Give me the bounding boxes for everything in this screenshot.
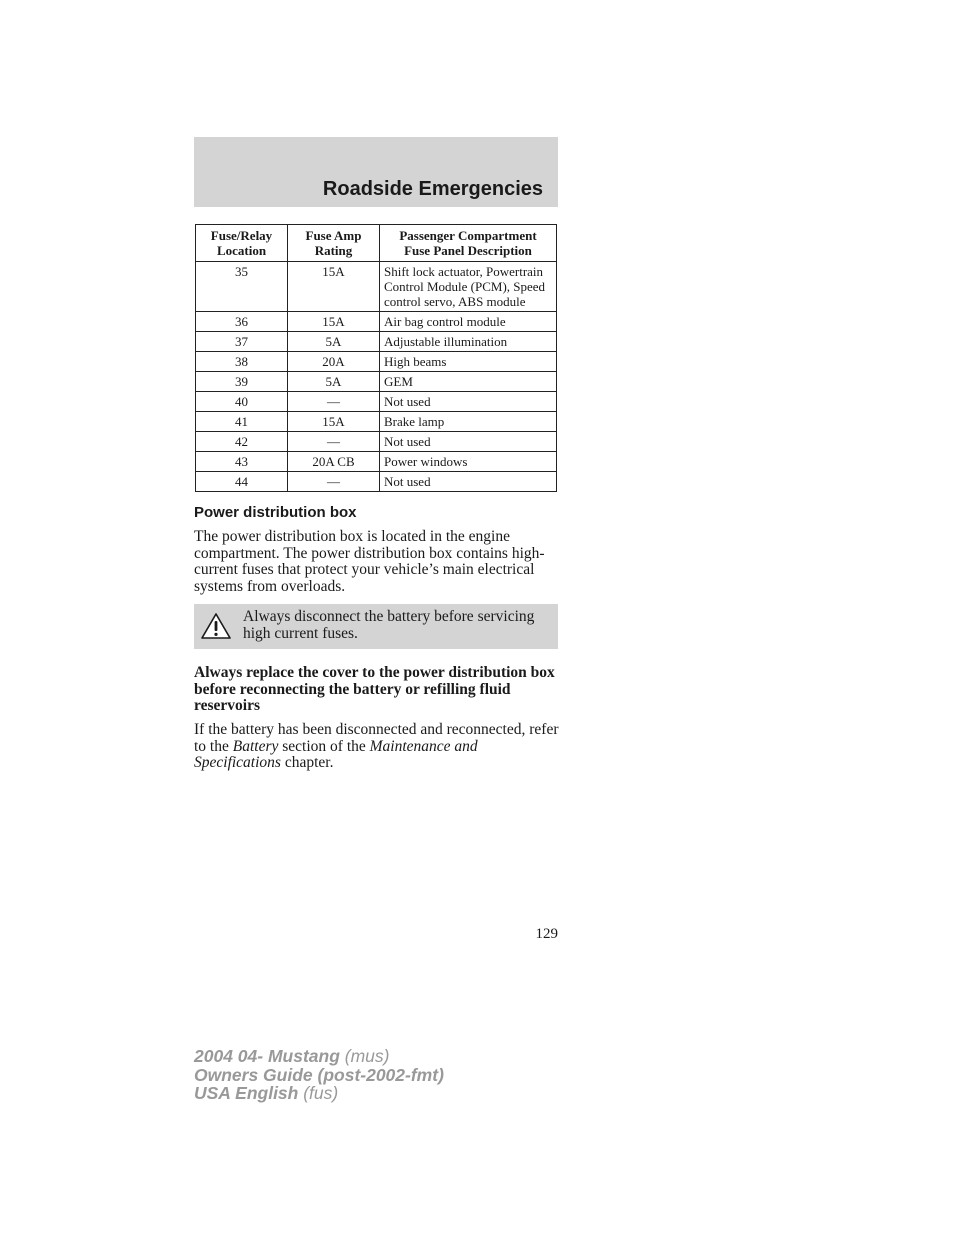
section-heading: Power distribution box xyxy=(194,504,357,521)
fuse-amp: 15A xyxy=(288,312,380,332)
chapter-reference: Maintenance and Specifications xyxy=(194,737,478,772)
table-row xyxy=(196,262,557,312)
intro-paragraph: The power distribution box is located in the engine compartment. The power distribution box contains high-current fuses that protect your vehicle’s main electrical systems from overloads. xyxy=(194,528,545,595)
table-row xyxy=(196,412,557,432)
fuse-description: Power windows xyxy=(380,452,557,472)
table-row xyxy=(196,432,557,452)
fuse-description: Not used xyxy=(380,432,557,452)
fuse-amp: 15A xyxy=(288,262,380,312)
fuse-location: 42 xyxy=(196,432,288,452)
fuse-amp: — xyxy=(288,472,380,492)
table-row xyxy=(196,352,557,372)
fuse-location: 43 xyxy=(196,452,288,472)
table-row xyxy=(196,372,557,392)
fuse-description: High beams xyxy=(380,352,557,372)
table-row xyxy=(196,392,557,412)
fuse-location: 35 xyxy=(196,262,288,312)
section-title: Roadside Emergencies xyxy=(322,178,543,200)
header-amp-rating: Fuse Amp Rating xyxy=(288,225,380,262)
fuse-description: Not used xyxy=(380,392,557,412)
fuse-amp: 5A xyxy=(288,372,380,392)
table-row xyxy=(196,332,557,352)
warning-text: Always disconnect the battery before servicing high current fuses. xyxy=(243,608,535,642)
fuse-location: 38 xyxy=(196,352,288,372)
header-description: Passenger Compartment Fuse Panel Description xyxy=(380,225,557,262)
fuse-amp: 5A xyxy=(288,332,380,352)
fuse-location: 41 xyxy=(196,412,288,432)
fuse-location: 37 xyxy=(196,332,288,352)
section-header-band xyxy=(194,137,558,207)
fuse-amp: 20A xyxy=(288,352,380,372)
cover-note: Always replace the cover to the power distribution box before reconnecting the battery or refilling fluid reservoirs xyxy=(194,664,555,715)
fuse-description: Air bag control module xyxy=(380,312,557,332)
battery-reference: Battery xyxy=(232,737,279,755)
fuse-location: 40 xyxy=(196,392,288,412)
fuse-location: 44 xyxy=(196,472,288,492)
fuse-amp: — xyxy=(288,432,380,452)
warning-box xyxy=(194,604,558,649)
fuse-amp: 15A xyxy=(288,412,380,432)
document-footer: 2004 04- Mustang (mus) Owners Guide (post-2002-fmt) USA English (fus) xyxy=(194,1046,444,1104)
fuse-description: GEM xyxy=(380,372,557,392)
table-row xyxy=(196,312,557,332)
fuse-description: Adjustable illumination xyxy=(380,332,557,352)
fuse-location: 36 xyxy=(196,312,288,332)
fuse-amp: 20A CB xyxy=(288,452,380,472)
fuse-description: Brake lamp xyxy=(380,412,557,432)
fuse-description: Not used xyxy=(380,472,557,492)
fuse-location: 39 xyxy=(196,372,288,392)
fuse-table xyxy=(195,224,557,492)
fuse-table-header-row xyxy=(196,225,557,262)
header-location: Fuse/Relay Location xyxy=(196,225,288,262)
battery-reference-paragraph: If the battery has been disconnected and reconnected, refer to the Battery section of the Maintenance and Specifications chapter. xyxy=(194,721,559,772)
table-row xyxy=(196,472,557,492)
fuse-description: Shift lock actuator, Powertrain Control Module (PCM), Speed control servo, ABS module xyxy=(380,262,557,312)
page-number: 129 xyxy=(535,926,558,942)
warning-triangle-icon xyxy=(200,612,232,640)
table-row xyxy=(196,452,557,472)
fuse-amp: — xyxy=(288,392,380,412)
